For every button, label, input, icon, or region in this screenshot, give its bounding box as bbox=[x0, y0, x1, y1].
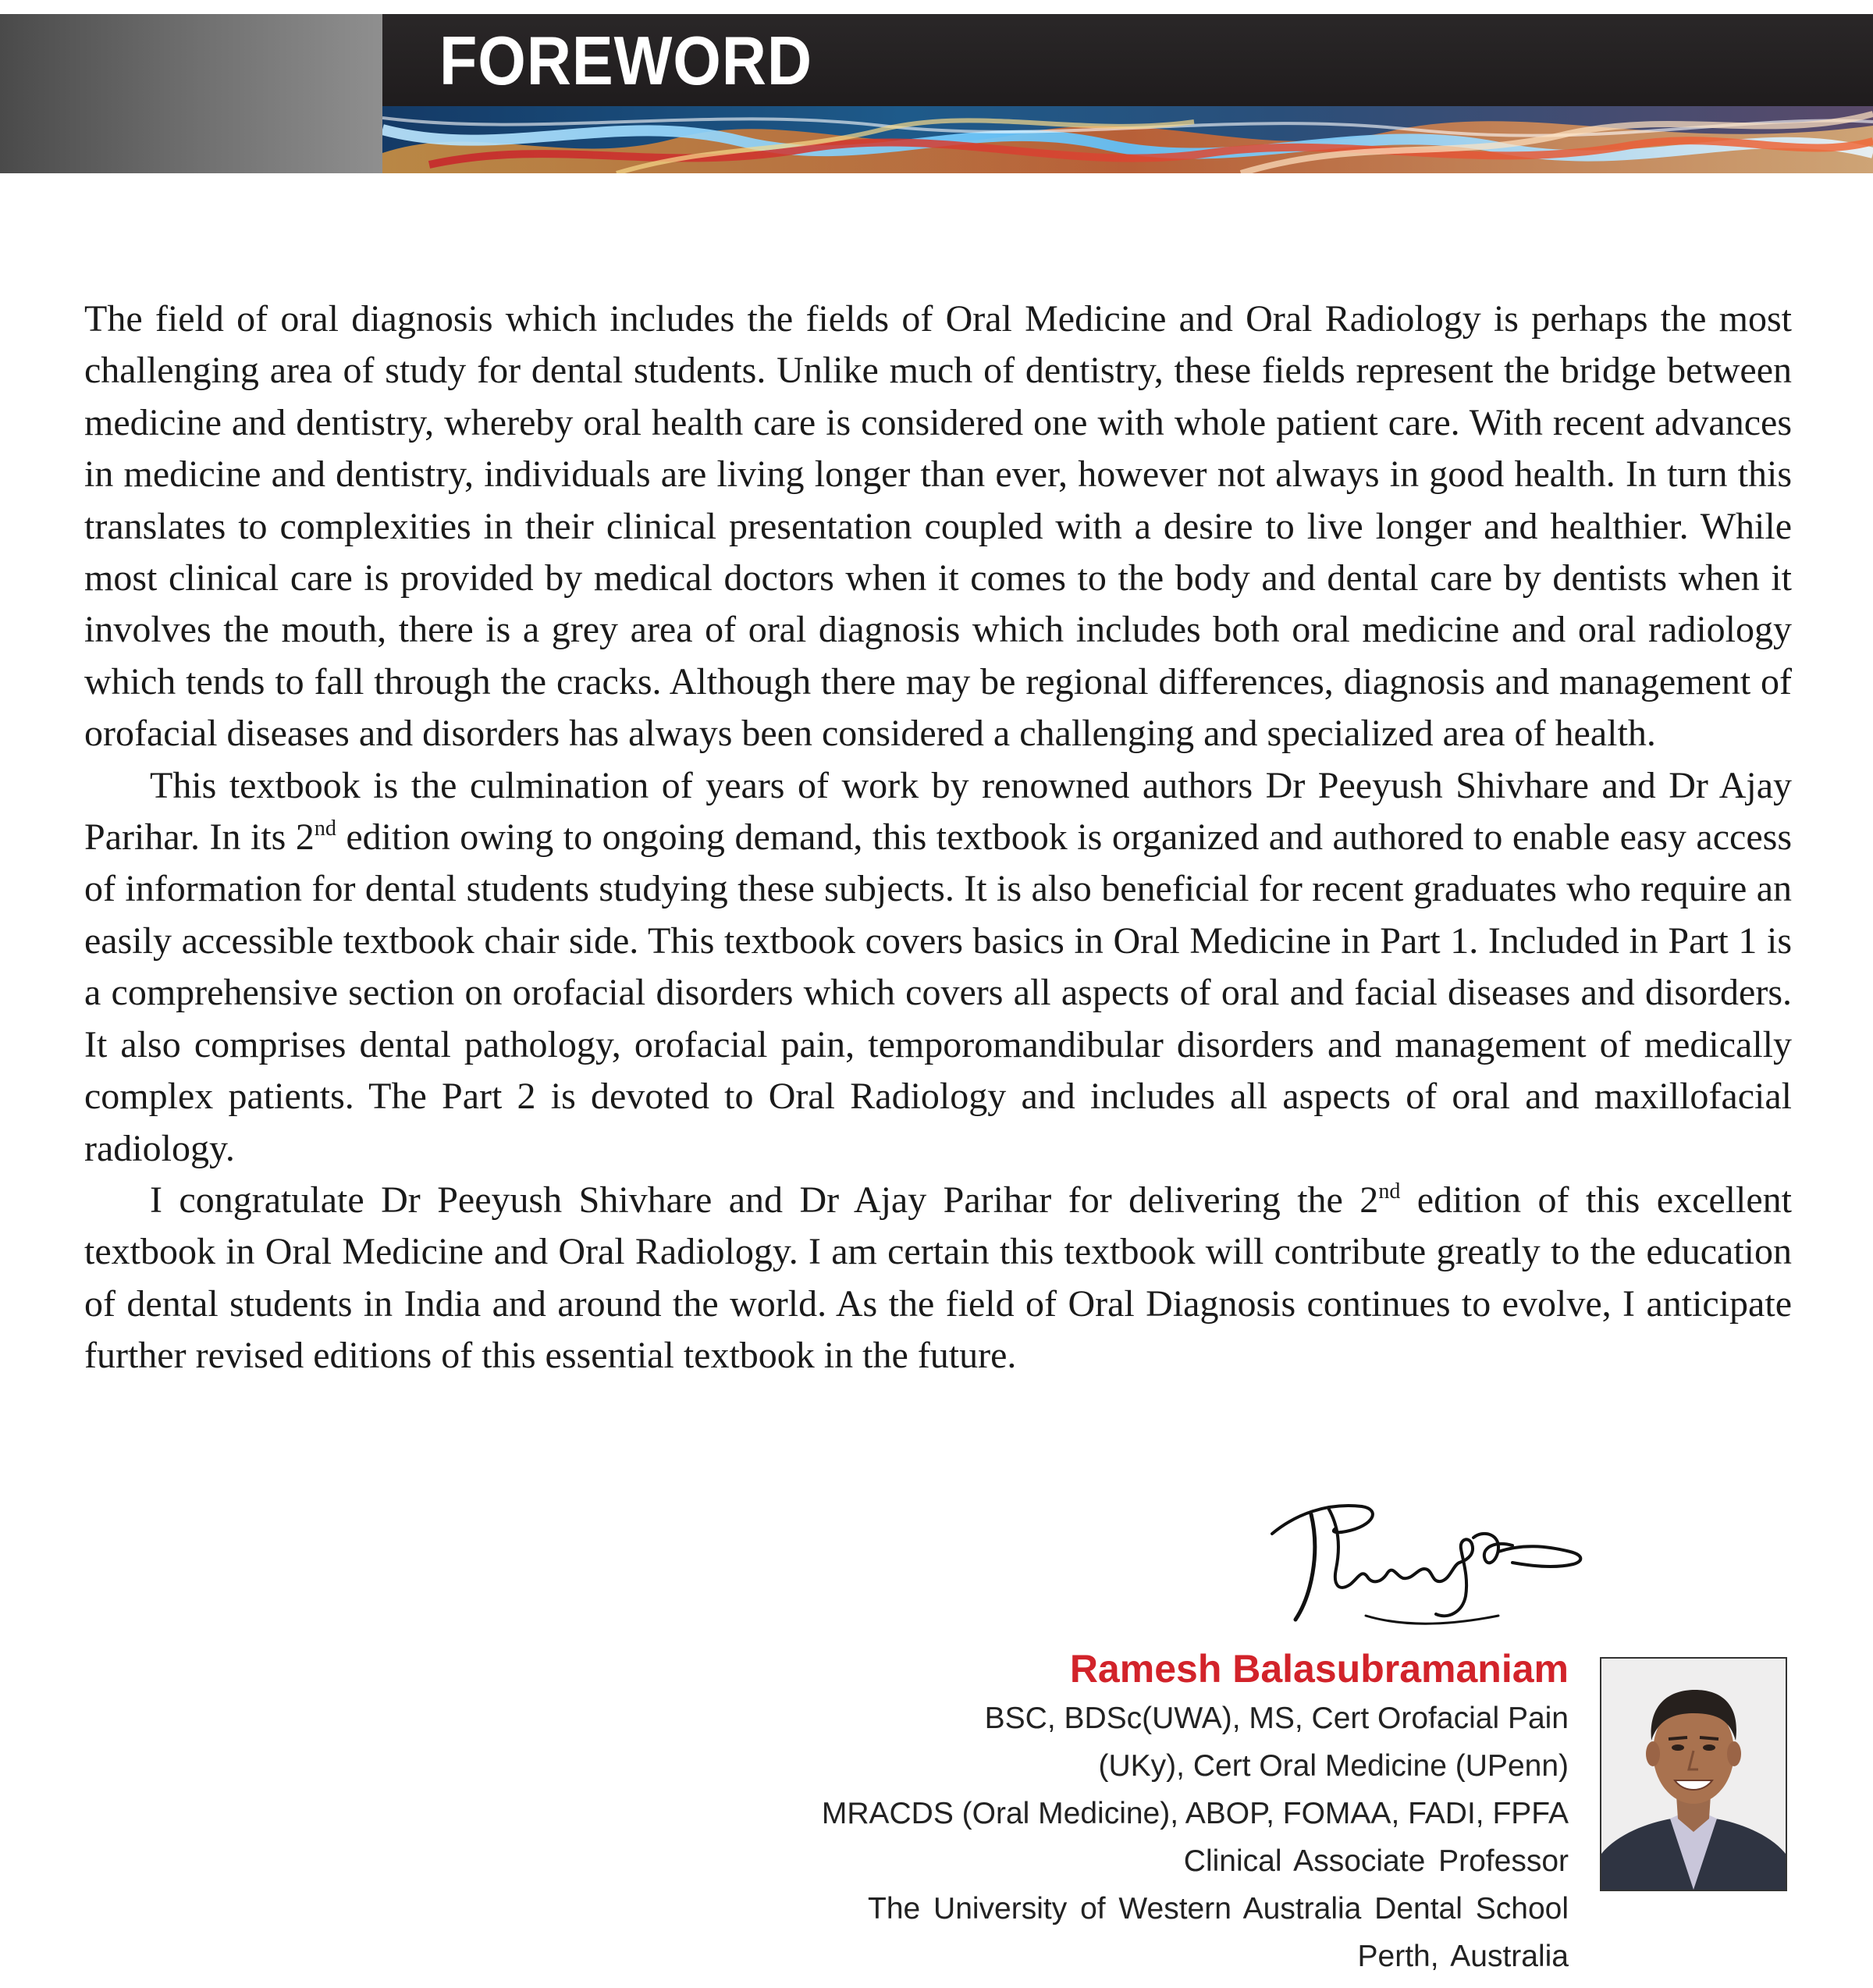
paragraph-1: The field of oral diagnosis which includes the fields of Oral Medicine and Oral Radiology is perhaps the most challenging area of study for dental students. Unlike much of dentistry, these fields represent the bridge between medicine and dentistry, whereby oral health care is considered one with whole patient care. With recent advances in medicine and dentistry, individuals are living longer than ever, however not always in good health. In turn this translates to complexities in their clinical presentation coupled with a desire to live longer and healthier. While most clinical care is provided by medical doctors when it comes to the body and dental care by dentists when it involves the mouth, there is a grey area of oral diagnosis which includes both oral medicine and oral radiology which tends to fall through the cracks. Although there may be regional differences, diagnosis and management of orofacial diseases and disorders has always been considered a challenging and specialized area of health. bbox=[84, 298, 1792, 755]
author-credentials-1: BSC, BDSc(UWA), MS, Cert Orofacial Pain bbox=[984, 1702, 1569, 1735]
author-credentials-2: (UKy), Cert Oral Medicine (UPenn) bbox=[1098, 1749, 1569, 1783]
page-title: FOREWORD bbox=[439, 22, 812, 99]
edition-ordinal: nd bbox=[1378, 1179, 1401, 1204]
author-credentials-3: MRACDS (Oral Medicine), ABOP, FOMAA, FADI, FPFA bbox=[821, 1797, 1569, 1830]
author-name: Ramesh Balasubramaniam bbox=[1069, 1647, 1569, 1691]
paragraph-3 bbox=[84, 1175, 1792, 1382]
edition-ordinal: nd bbox=[314, 816, 336, 841]
paragraph-2-part-b: edition owing to ongoing demand, this textbook is organized and authored to enable easy access of information for dental students studying these subjects. It is also beneficial for recent graduates who require an easily accessible textbook chair side. This textbook covers basics in Oral Medicine in Part 1. Included in Part 1 is a comprehensive section on orofacial disorders which covers all aspects of oral and facial diseases and disorders. It also comprises dental pathology, orofacial pain, temporomandibular disorders and management of medically complex patients. The Part 2 is devoted to Oral Radiology and includes all aspects of oral and maxillofacial radiology. bbox=[84, 816, 1792, 1169]
foreword-body bbox=[84, 293, 1792, 1382]
header-grey-block bbox=[0, 14, 382, 173]
signature-icon bbox=[1264, 1460, 1592, 1639]
paragraph-3-part-a: I congratulate Dr Peeyush Shivhare and Dr Ajay Parihar for delivering the 2 bbox=[150, 1179, 1379, 1221]
header-banner bbox=[0, 14, 1873, 173]
portrait-icon bbox=[1601, 1659, 1786, 1890]
header-swirl-graphic bbox=[382, 106, 1873, 173]
author-photo bbox=[1600, 1657, 1787, 1891]
swirl-decoration bbox=[382, 106, 1873, 173]
paragraph-2 bbox=[84, 760, 1792, 1175]
author-location: Perth, Australia bbox=[1357, 1940, 1569, 1973]
author-position: Clinical Associate Professor bbox=[1183, 1844, 1569, 1878]
signature-image bbox=[1264, 1460, 1592, 1639]
paragraph-3-part-b: edition of this excellent textbook in Oral Medicine and Oral Radiology. I am certain this textbook will contribute greatly to the education of dental students in India and around the world. As the field of Oral Diagnosis continues to evolve, I anticipate further revised editions of this essential textbook in the future. bbox=[84, 1179, 1792, 1377]
author-institution: The University of Western Australia Dental School bbox=[868, 1892, 1569, 1926]
paragraph-2-part-a: This textbook is the culmination of years of work by renowned authors Dr Peeyush Shivhare and Dr Ajay Parihar. In its 2 bbox=[84, 764, 1792, 859]
author-block bbox=[822, 1643, 1569, 1980]
